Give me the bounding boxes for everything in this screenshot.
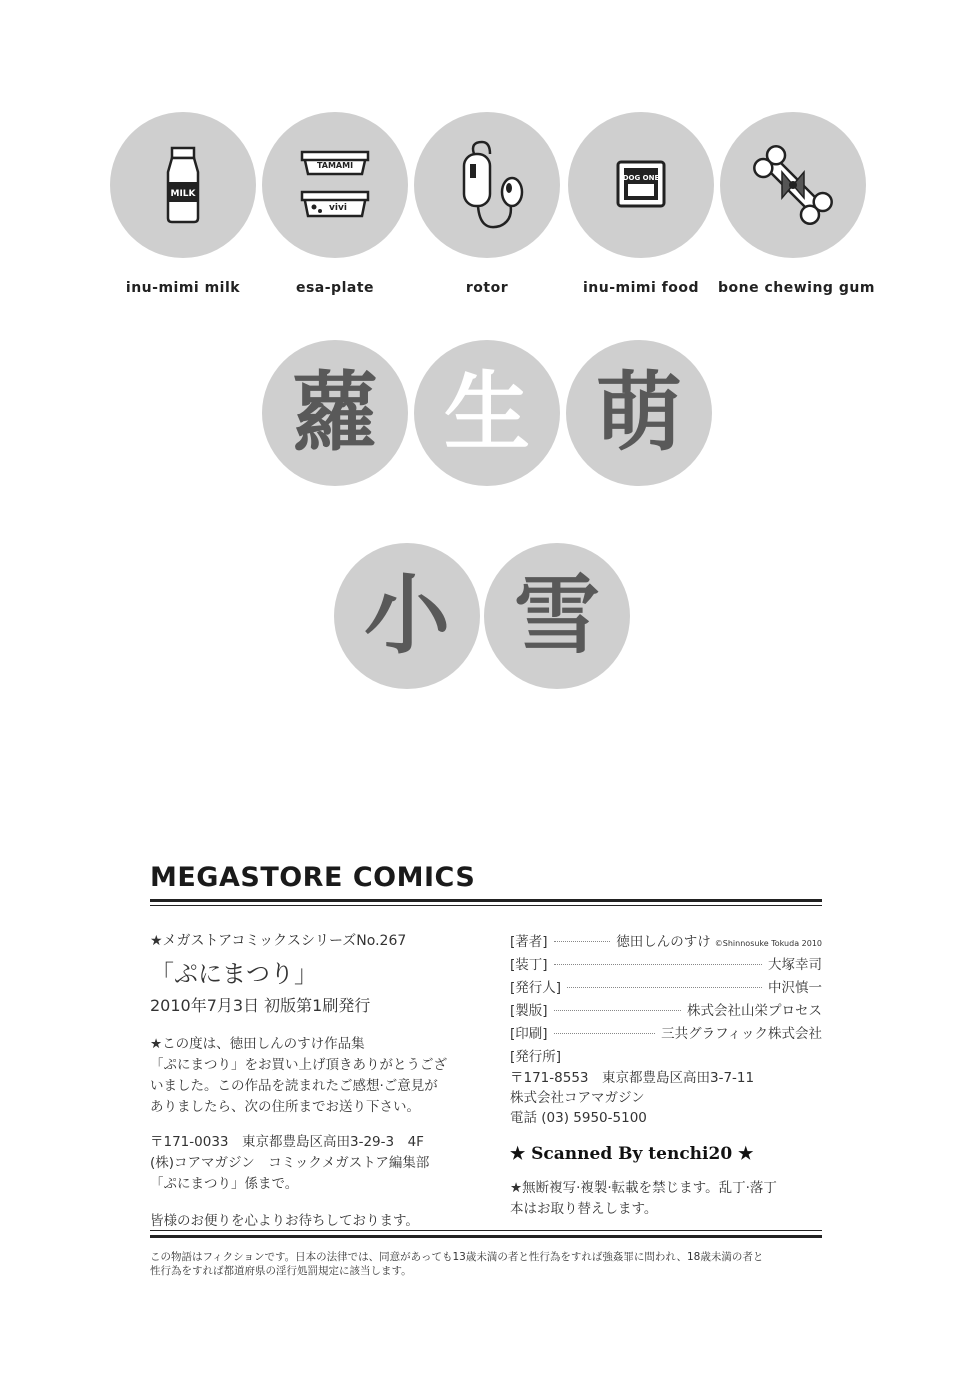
credit-role: [著者] (510, 934, 548, 950)
dog-food-can-icon (568, 112, 714, 258)
dotted-leader (554, 1033, 656, 1034)
item-dog-food (566, 112, 716, 296)
item-label: esa-plate (295, 280, 375, 296)
rotor-icon (414, 112, 560, 258)
dotted-leader (567, 987, 762, 988)
item-milk (108, 112, 258, 296)
credit-row (510, 976, 822, 999)
item-label: bone chewing gum (718, 280, 875, 296)
kanji-circle-5 (484, 543, 630, 689)
item-circle (568, 112, 714, 258)
credit-role: [製版] (510, 1003, 548, 1019)
kanji-circle-4 (334, 543, 480, 689)
book-title: 「ぷにまつり」 (150, 960, 318, 988)
address-line: (株)コアマガジン コミックメガストア編集部 (150, 1155, 430, 1171)
credit-name: 三共グラフィック株式会社 (661, 1026, 822, 1042)
item-bone (718, 112, 875, 296)
item-circle (720, 112, 866, 258)
edition-date: 2010年7月3日 初版第1刷発行 (150, 996, 371, 1015)
kanji-circle-2 (414, 340, 560, 486)
top-rule-thin (150, 905, 822, 906)
message-line: いました。この作品を読まれたご感想·ご意見が (150, 1078, 438, 1094)
credit-row (510, 999, 822, 1022)
dotted-leader (554, 964, 762, 965)
bone-icon (720, 112, 866, 258)
publisher-heading: [発行所] (510, 1049, 562, 1065)
credit-name: 大塚幸司 (768, 957, 822, 973)
brand-title: MEGASTORE COMICS (150, 862, 476, 893)
disclaimer-line: この物語はフィクションです。日本の法律では、同意があっても13歳未満の者と性行為をすれば強姦罪に問われ、18歳未満の者と (150, 1251, 764, 1263)
series-number: ★メガストアコミックスシリーズNo.267 (150, 933, 407, 949)
closing-message: 皆様のお便りを心よりお待ちしております。 (150, 1213, 419, 1229)
food-plates-icon (262, 112, 408, 258)
credit-role: [装丁] (510, 957, 548, 973)
credit-row (510, 930, 822, 953)
editorial-address (150, 1132, 480, 1195)
item-label: rotor (465, 280, 509, 296)
milk-label: MILK (170, 189, 196, 199)
publisher-line: 電話 (03) 5950-5100 (510, 1110, 647, 1126)
credit-name: 徳田しんのすけ (616, 934, 711, 950)
credit-role: [印刷] (510, 1026, 548, 1042)
dotted-leader (554, 941, 611, 942)
fiction-disclaimer (150, 1250, 830, 1278)
credit-name: 中沢慎一 (768, 980, 822, 996)
item-label: inu-mimi milk (125, 280, 241, 296)
disclaimer-line: 性行為をすれば都道府県の淫行処罰規定に該当します。 (150, 1265, 412, 1277)
scanned-credit: ★ Scanned By tenchi20 ★ (510, 1144, 754, 1164)
plate-label-1: TAMAMI (316, 161, 354, 170)
milk-bottle-icon (110, 112, 256, 258)
can-label: DOG ONE (622, 174, 660, 182)
rights-notice (510, 1178, 822, 1220)
message-line: ★この度は、徳田しんのすけ作品集 (150, 1036, 365, 1052)
kanji-char: 萌 (596, 363, 682, 463)
credit-name: 株式会社山栄プロセス (687, 1003, 822, 1019)
kanji-char: 小 (364, 566, 450, 666)
kanji-char: 雪 (514, 566, 600, 666)
item-circle (414, 112, 560, 258)
credit-role: [発行人] (510, 980, 562, 996)
message-line: 「ぷにまつり」をお買い上げ頂きありがとうござ (150, 1057, 447, 1073)
plate-label-2: vivi (329, 203, 347, 213)
copyright-note: ©Shinnosuke Tokuda 2010 (714, 939, 822, 948)
reader-message (150, 1034, 480, 1118)
kanji-char: 生 (444, 363, 530, 463)
credit-row (510, 1022, 822, 1045)
item-esa-plate (260, 112, 410, 296)
bottom-rule-thick (150, 1235, 822, 1238)
rights-line: ★無断複写·複製·転載を禁じます。乱丁·落丁 (510, 1180, 777, 1196)
publisher-line: 〒171-8553 東京都豊島区高田3-7-11 (510, 1070, 755, 1086)
kanji-circle-3 (566, 340, 712, 486)
colophon-right (510, 930, 822, 1220)
publisher-info (510, 1068, 822, 1128)
publisher-line: 株式会社コアマガジン (510, 1090, 645, 1106)
credit-row (510, 953, 822, 976)
top-rule (150, 899, 822, 902)
colophon-left (150, 930, 480, 1229)
dotted-leader (554, 1010, 681, 1011)
item-circle (110, 112, 256, 258)
bottom-rule (150, 1230, 822, 1231)
message-line: ありましたら、次の住所までお送り下さい。 (150, 1099, 420, 1115)
rights-line: 本はお取り替えします。 (510, 1201, 658, 1217)
address-line: 〒171-0033 東京都豊島区高田3-29-3 4F (150, 1134, 424, 1150)
kanji-circle-1 (262, 340, 408, 486)
item-label: inu-mimi food (582, 280, 700, 296)
address-line: 「ぷにまつり」係まで。 (150, 1176, 299, 1192)
kanji-char: 蘿 (292, 363, 378, 463)
item-circle (262, 112, 408, 258)
item-rotor (412, 112, 562, 296)
